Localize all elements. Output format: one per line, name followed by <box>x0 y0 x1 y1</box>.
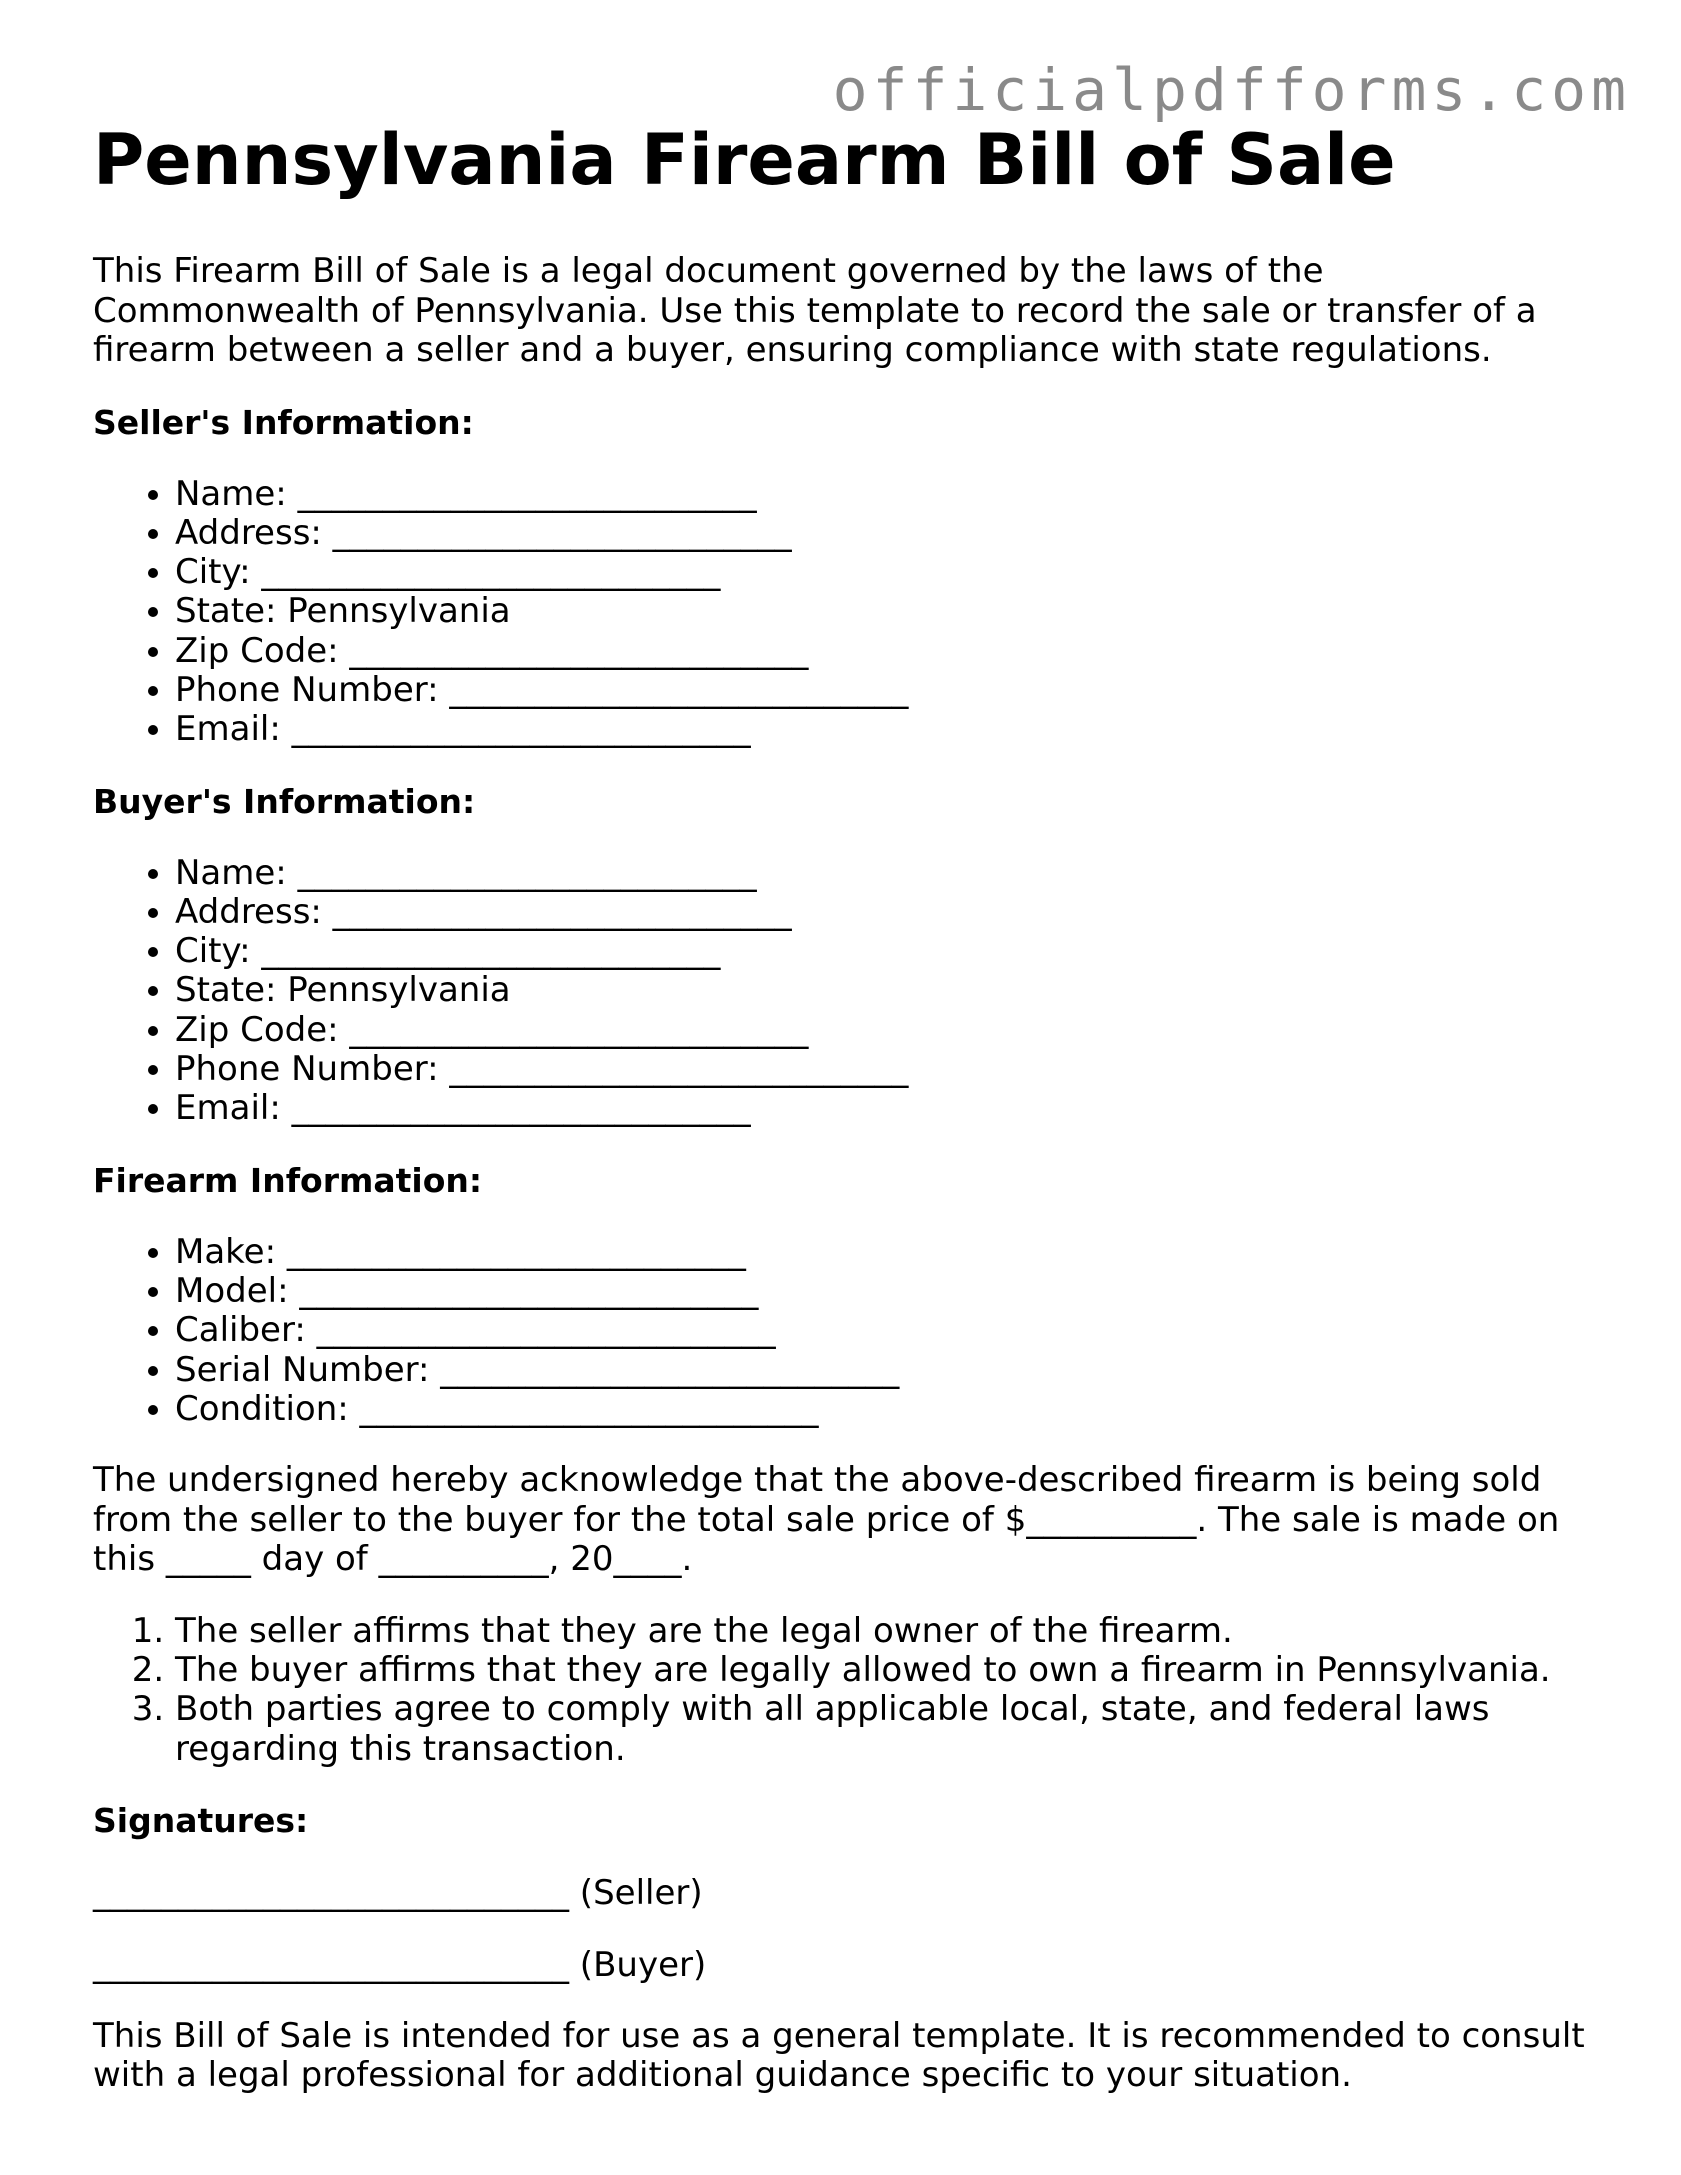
affirmations-list <box>93 1612 1593 1769</box>
affirmation-item: 2. The buyer affirms that they are legally allowed to own a firearm in Pennsylvania. <box>175 1651 1593 1690</box>
buyer-heading: Buyer's Information: <box>93 781 476 821</box>
buyer-signature-line: ____________________________ (Buyer) <box>93 1944 707 1985</box>
buyer-name-field: • Name: ___________________________ <box>175 854 1593 893</box>
affirmation-item: 3. Both parties agree to comply with all applicable local, state, and federal laws regarding this transaction. <box>175 1690 1593 1769</box>
acknowledgement-paragraph: The undersigned hereby acknowledge that the above-described firearm is being sold from the seller to the buyer for the total sale price of $__________. The sale is made on this _____ day of __________, 20____. <box>93 1460 1560 1580</box>
buyer-city-field: • City: ___________________________ <box>175 932 1593 971</box>
buyer-fields-list <box>93 854 1593 1129</box>
firearm-model-field: • Model: ___________________________ <box>175 1272 1593 1311</box>
seller-zip-field: • Zip Code: ___________________________ <box>175 632 1593 671</box>
site-watermark: officialpdfforms.com <box>832 56 1631 124</box>
signatures-heading: Signatures: <box>93 1800 309 1840</box>
intro-paragraph: This Firearm Bill of Sale is a legal document governed by the laws of the Commonwealth of Pennsylvania. Use this template to record the sale or transfer of a firearm between a seller and a buyer, ensuring compliance with state regulations. <box>93 251 1537 370</box>
disclaimer-paragraph: This Bill of Sale is intended for use as a general template. It is recommended to consult with a legal professional for additional guidance specific to your situation. <box>93 2015 1585 2096</box>
buyer-address-field: • Address: ___________________________ <box>175 893 1593 932</box>
firearm-fields-list <box>93 1233 1593 1429</box>
firearm-heading: Firearm Information: <box>93 1160 483 1200</box>
firearm-caliber-field: • Caliber: ___________________________ <box>175 1311 1593 1350</box>
buyer-zip-field: • Zip Code: ___________________________ <box>175 1011 1593 1050</box>
buyer-email-field: • Email: ___________________________ <box>175 1089 1593 1128</box>
document-title: Pennsylvania Firearm Bill of Sale <box>93 119 1396 201</box>
buyer-phone-field: • Phone Number: ___________________________ <box>175 1050 1593 1089</box>
seller-city-field: • City: ___________________________ <box>175 553 1593 592</box>
seller-name-field: • Name: ___________________________ <box>175 475 1593 514</box>
document-body <box>93 112 1593 2096</box>
seller-fields-list <box>93 475 1593 750</box>
firearm-serial-field: • Serial Number: ___________________________ <box>175 1351 1593 1390</box>
seller-phone-field: • Phone Number: ___________________________ <box>175 671 1593 710</box>
affirmation-item: 1. The seller affirms that they are the legal owner of the firearm. <box>175 1612 1593 1651</box>
buyer-state-field: • State: Pennsylvania <box>175 971 1593 1010</box>
firearm-condition-field: • Condition: ___________________________ <box>175 1390 1593 1429</box>
seller-state-field: • State: Pennsylvania <box>175 592 1593 631</box>
seller-email-field: • Email: ___________________________ <box>175 710 1593 749</box>
seller-signature-line: ____________________________ (Seller) <box>93 1872 703 1913</box>
firearm-make-field: • Make: ___________________________ <box>175 1233 1593 1272</box>
seller-address-field: • Address: ___________________________ <box>175 514 1593 553</box>
seller-heading: Seller's Information: <box>93 402 474 442</box>
